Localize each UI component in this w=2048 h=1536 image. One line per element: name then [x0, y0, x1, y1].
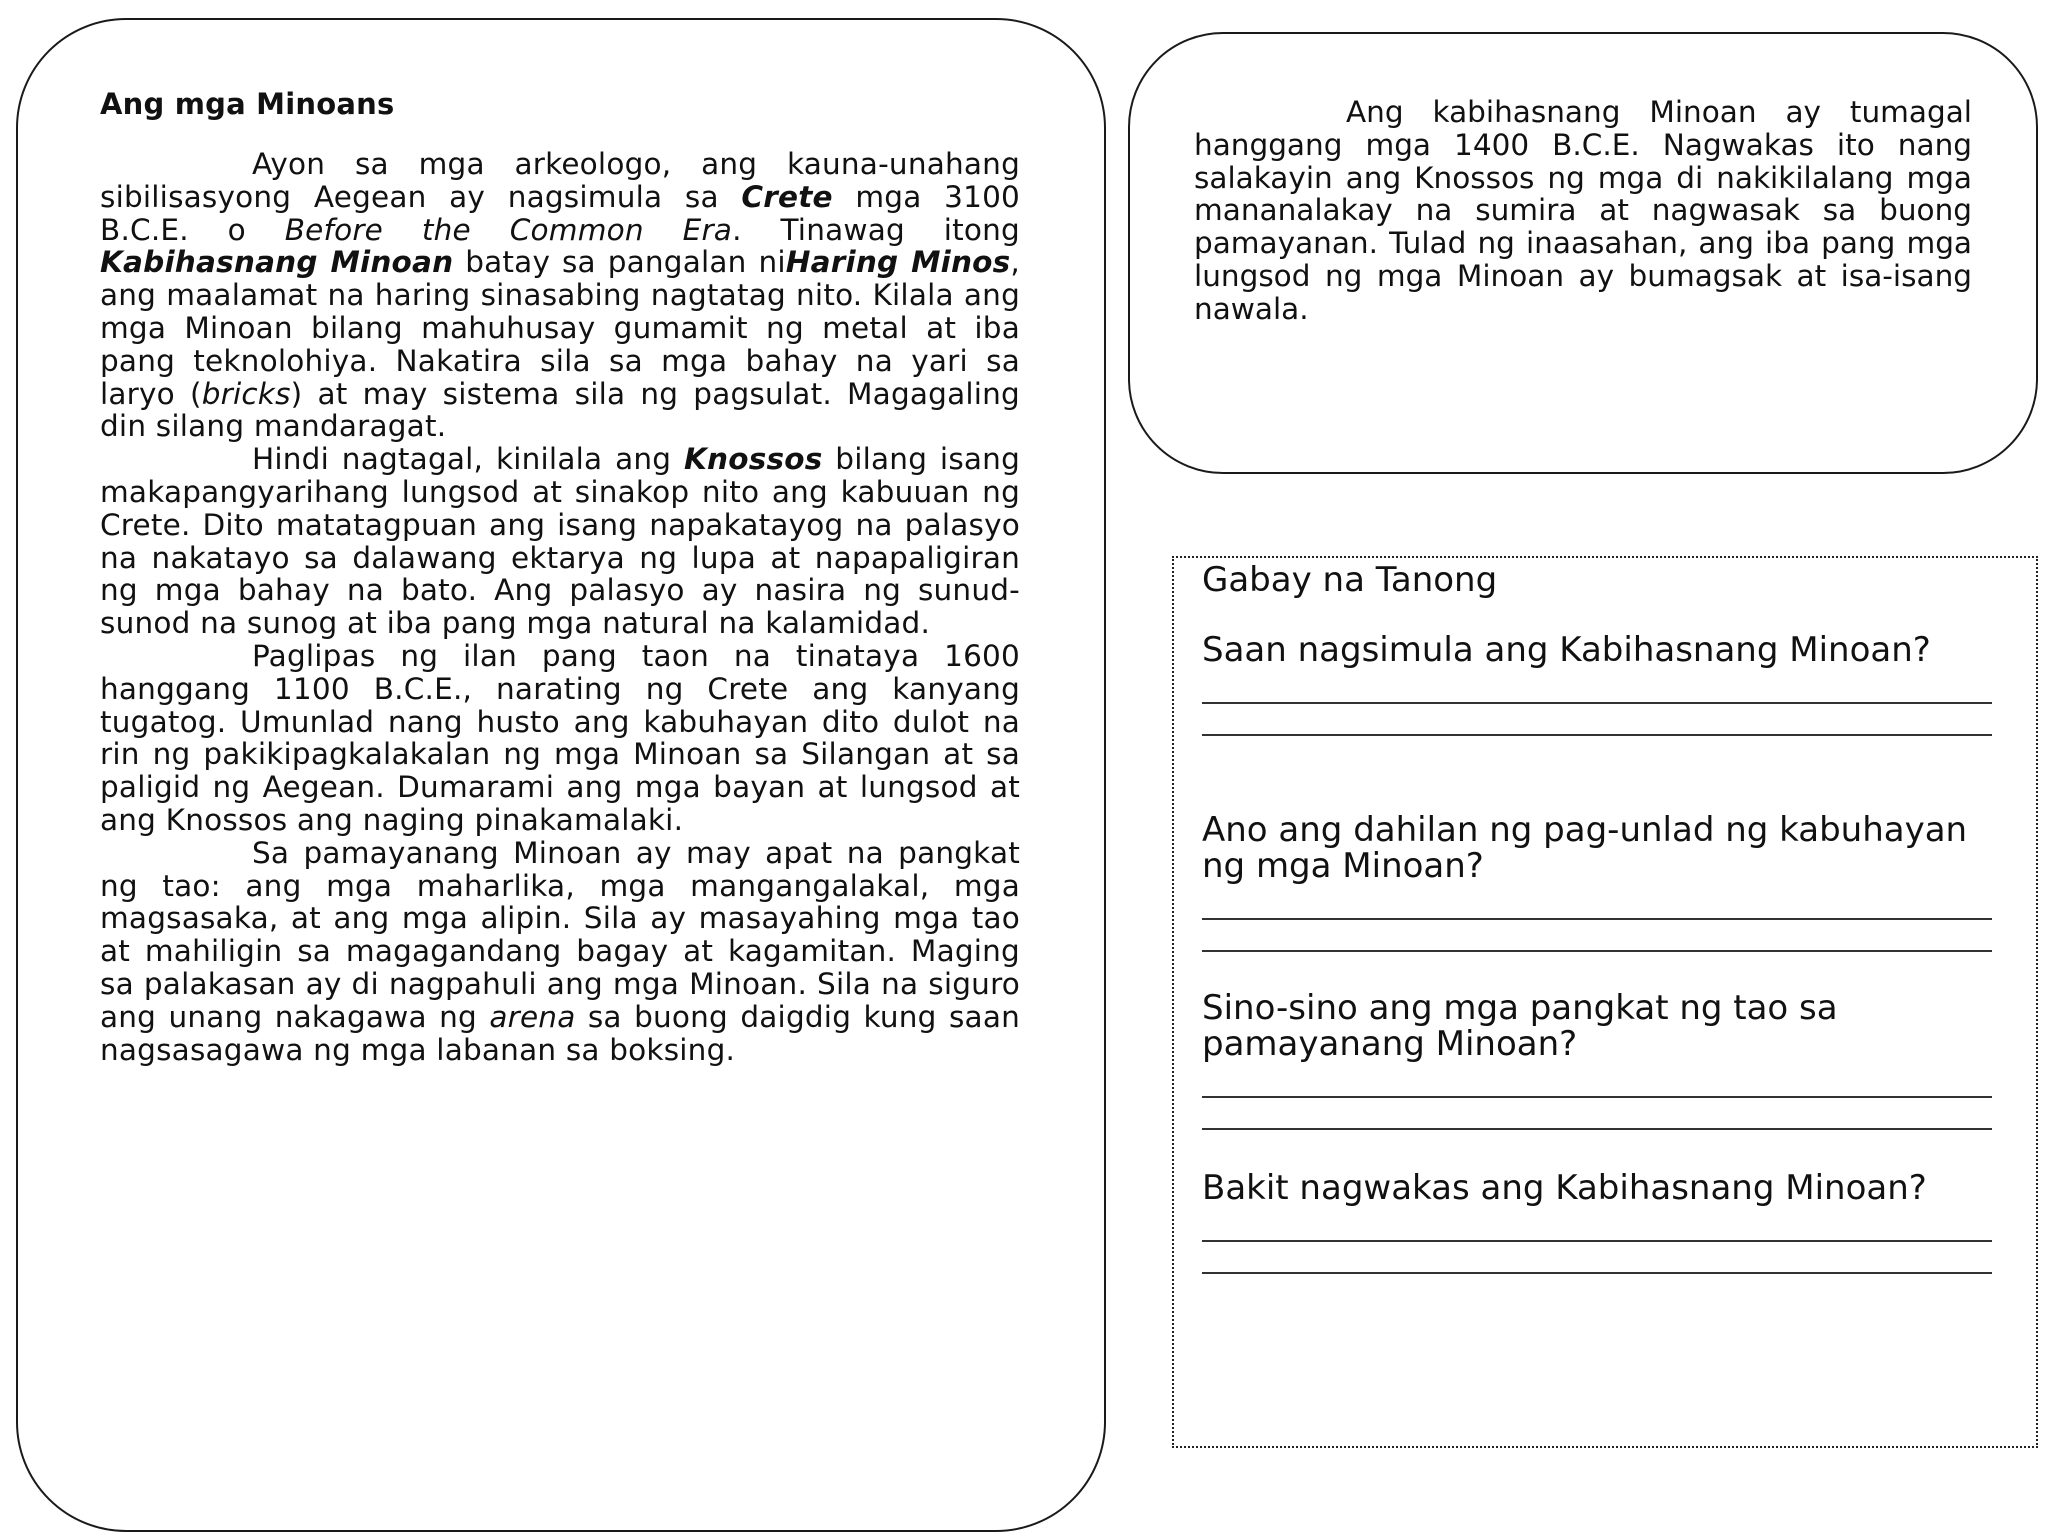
p4-text-c: sa buong daigdig kung saan nagsasagawa ng mga labanan sa boksing.	[100, 999, 1020, 1067]
p1-before-common-era: Before the Common Era	[284, 212, 733, 247]
p1-haring-minos: Haring Minos	[785, 245, 1011, 280]
guide-heading: Gabay na Tanong	[1202, 560, 1498, 600]
p2-knossos: Knossos	[684, 442, 823, 477]
answer-line[interactable]	[1202, 734, 1992, 736]
question-4-text: Bakit nagwakas ang Kabihasnang Minoan?	[1202, 1168, 1927, 1208]
answer-line[interactable]	[1202, 918, 1992, 920]
answer-line[interactable]	[1202, 1096, 1992, 1098]
p1-text-a: Ayon sa mga arkeologo, ang kauna-unahang sibilisasyong Aegean ay nagsimula sa	[100, 147, 1020, 214]
article-body	[100, 88, 1020, 1066]
question-1-text: Saan nagsimula ang Kabihasnang Minoan?	[1202, 630, 1931, 670]
question-2	[1202, 812, 2002, 952]
p1-text-i: , ang maalamat na haring sinasabing nagtatag nito. Kilala ang mga Minoan bilang mahuhusay gumamit ng metal at iba pang teknolohiya. Nakatira sila sa mga bahay na yari sa laryo (	[100, 245, 1020, 411]
question-3-text: Sino-sino ang mga pangkat ng tao sa pamayanang Minoan?	[1202, 988, 1838, 1064]
p4-text-a: Sa pamayanang Minoan ay may apat na pangkat ng tao: ang mga maharlika, mga mangangalakal, mga magsasaka, at ang mga alipin. Sila ay masayahing mga tao at mahiligin sa magagandang bagay at kagamitan. Maging sa palakasan ay di nagpahuli ang mga Minoan. Sila na siguro ang unang nakagawa ng	[100, 835, 1020, 1034]
p2-text-c: bilang isang makapangyarihang lungsod at sinakop nito ang kabuuan ng Crete. Dito matatagpuan ang isang napakatayog na palasyo na nakatayo sa dalawang ektarya ng lupa at napapaligiran ng mga bahay na bato. Ang palasyo ay nasira ng sunud-sunod na sunog at iba pang mga natural na kalamidad.	[100, 442, 1020, 641]
question-4	[1202, 1170, 2002, 1274]
p1-bricks: bricks	[201, 376, 291, 411]
p1-kabihasnang-minoan: Kabihasnang Minoan	[100, 245, 454, 280]
p4-arena: arena	[489, 999, 576, 1034]
conclusion-paragraph: Ang kabihasnang Minoan ay tumagal hanggang mga 1400 B.C.E. Nagwakas ito nang salakayin ang Knossos ng mga di nakikilalang mga mananalakay na sumira at nagwasak sa buong pamayanan. Tulad ng inaasahan, ang iba pang mga lungsod ng mga Minoan ay bumagsak at isa-isang nawala.	[1194, 95, 1972, 326]
p1-text-c: mga 3100 B.C.E. o	[100, 179, 1021, 247]
p2-text-a: Hindi nagtagal, kinilala ang	[252, 442, 684, 477]
paragraph-2	[100, 443, 1020, 640]
p1-text-e: . Tinawag itong	[732, 212, 1020, 247]
paragraph-4	[100, 837, 1020, 1067]
answer-line[interactable]	[1202, 1128, 1992, 1130]
answer-line[interactable]	[1202, 950, 1992, 952]
article-title: Ang mga Minoans	[100, 87, 395, 121]
answer-line[interactable]	[1202, 1272, 1992, 1274]
question-1	[1202, 632, 2002, 736]
answer-line[interactable]	[1202, 1240, 1992, 1242]
question-3	[1202, 990, 2002, 1130]
p1-text-g: batay sa pangalan ni	[453, 245, 786, 280]
question-2-text: Ano ang dahilan ng pag-unlad ng kabuhayan ng mga Minoan?	[1202, 810, 1968, 886]
paragraph-1	[100, 148, 1020, 443]
p1-crete: Crete	[741, 179, 833, 214]
answer-line[interactable]	[1202, 702, 1992, 704]
paragraph-3: Paglipas ng ilan pang taon na tinataya 1600 hanggang 1100 B.C.E., narating ng Crete ang kanyang tugatog. Umunlad nang husto ang kabuhayan dito dulot na rin ng pakikipagkalakalan ng mga Minoan sa Silangan at sa paligid ng Aegean. Dumarami ang mga bayan at lungsod at ang Knossos ang naging pinakamalaki.	[100, 638, 1020, 837]
p1-text-k: ) at may sistema sila ng pagsulat. Magagaling din silang mandaragat.	[100, 376, 1020, 444]
